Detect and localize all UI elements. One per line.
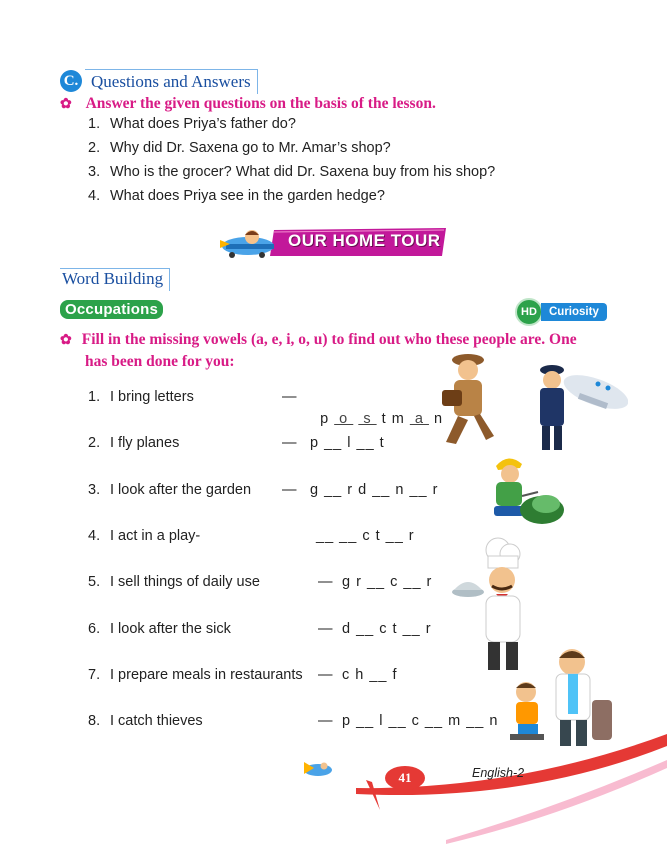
exercise-number: 3. bbox=[88, 482, 101, 498]
flower-bullet-icon: ✿ bbox=[60, 97, 72, 112]
list-item bbox=[88, 160, 495, 184]
exercise-number: 7. bbox=[88, 667, 101, 683]
postman-pilot-illustration bbox=[428, 350, 628, 460]
exercise-row bbox=[88, 479, 251, 501]
dash: — bbox=[282, 389, 297, 405]
filled-vowel: a bbox=[409, 411, 429, 427]
list-item bbox=[88, 112, 495, 136]
exercise-row bbox=[88, 386, 194, 408]
answer-blank: g __ r d __ n __ r bbox=[310, 482, 439, 498]
exercise-row bbox=[88, 432, 179, 454]
exercise-number: 1. bbox=[88, 389, 101, 405]
section-letter-badge: C. bbox=[60, 70, 82, 92]
question-text: What does Priya see in the garden hedge? bbox=[110, 188, 385, 204]
gardener-illustration bbox=[476, 452, 566, 532]
section-c-heading bbox=[60, 66, 258, 96]
question-list bbox=[88, 112, 495, 208]
exercise-row bbox=[88, 525, 200, 547]
exercise-number: 6. bbox=[88, 621, 101, 637]
exercise-number: 2. bbox=[88, 435, 101, 451]
exercise-number: 4. bbox=[88, 528, 101, 544]
exercise-row bbox=[88, 571, 260, 593]
exercise-row bbox=[88, 618, 231, 640]
exercise-clue: I sell things of daily use bbox=[110, 574, 260, 590]
exercise-clue: I prepare meals in restaurants bbox=[110, 667, 303, 683]
question-text: What does Priya’s father do? bbox=[110, 116, 296, 132]
question-number: 3. bbox=[88, 164, 101, 180]
dash: — bbox=[282, 435, 297, 451]
question-number: 4. bbox=[88, 188, 101, 204]
list-item bbox=[88, 136, 495, 160]
exercise-number: 5. bbox=[88, 574, 101, 590]
instruction-text: Answer the given questions on the basis of the lesson. bbox=[85, 95, 436, 112]
page-number: 41 bbox=[385, 766, 425, 790]
answer-blank: g r __ c __ r bbox=[342, 574, 433, 590]
instruction-text-line-1: Fill in the missing vowels (a, e, i, o, u) to find out who these people are. One bbox=[81, 331, 577, 348]
dash: — bbox=[318, 621, 333, 637]
hd-curiosity-badge bbox=[515, 298, 607, 326]
instruction-text-line-2: has been done for you: bbox=[85, 353, 235, 370]
curiosity-label: Curiosity bbox=[541, 303, 607, 321]
occupations-tag: Occupations bbox=[60, 300, 163, 319]
book-title: English-2 bbox=[472, 766, 525, 780]
word-building-heading: Word Building bbox=[60, 268, 170, 291]
dash: — bbox=[318, 574, 333, 590]
answer-blank: d __ c t __ r bbox=[342, 621, 432, 637]
question-number: 2. bbox=[88, 140, 101, 156]
exercise-clue: I look after the garden bbox=[110, 482, 252, 498]
exercise-row bbox=[88, 664, 303, 686]
section-title: Questions and Answers bbox=[85, 69, 258, 94]
exercise-number: 8. bbox=[88, 713, 101, 729]
footer-swoosh bbox=[296, 728, 667, 847]
question-text: Why did Dr. Saxena go to Mr. Amar’s shop? bbox=[110, 140, 391, 156]
flower-bullet-icon: ✿ bbox=[60, 333, 72, 348]
dash: — bbox=[318, 713, 333, 729]
dash: — bbox=[282, 482, 297, 498]
banner-title: OUR HOME TOUR bbox=[288, 231, 441, 250]
dash: — bbox=[318, 667, 333, 683]
exercise-clue: I act in a play- bbox=[110, 528, 201, 544]
filled-vowel: s bbox=[358, 411, 377, 427]
filled-vowel: o bbox=[334, 411, 354, 427]
exercise-clue: I catch thieves bbox=[110, 713, 203, 729]
exercise-clue: I fly planes bbox=[110, 435, 180, 451]
question-number: 1. bbox=[88, 116, 101, 132]
answer-blank: p __ l __ t bbox=[310, 435, 385, 451]
exercise-clue: I look after the sick bbox=[110, 621, 231, 637]
answer-postman: p o s t m a n bbox=[320, 411, 444, 427]
list-item bbox=[88, 184, 495, 208]
answer-blank: c h __ f bbox=[342, 667, 398, 683]
hd-icon: HD bbox=[515, 298, 543, 326]
exercise-row bbox=[88, 710, 203, 732]
answer-blank: __ __ c t __ r bbox=[316, 528, 415, 544]
question-text: Who is the grocer? What did Dr. Saxena buy from his shop? bbox=[110, 164, 496, 180]
answer-blank: p __ l __ c __ m __ n bbox=[342, 713, 499, 729]
exercise-clue: I bring letters bbox=[110, 389, 194, 405]
home-tour-banner bbox=[218, 224, 450, 260]
answer-text: p bbox=[320, 411, 335, 427]
